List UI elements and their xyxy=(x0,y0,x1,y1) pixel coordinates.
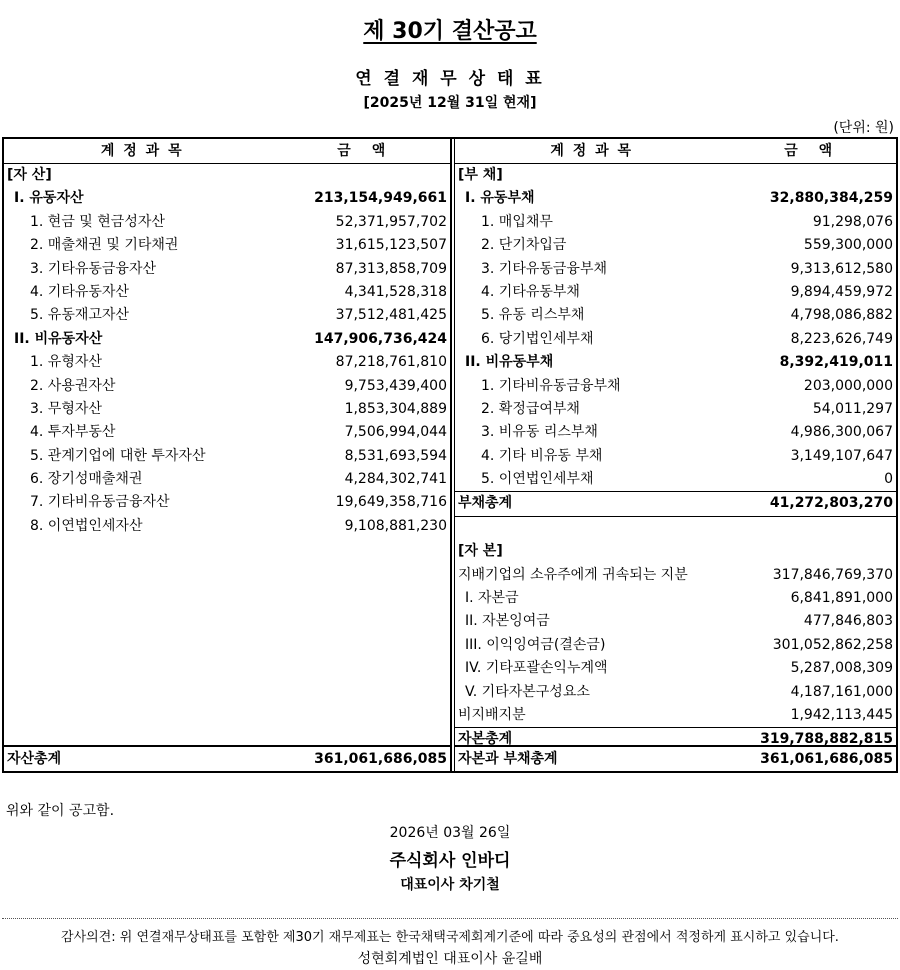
table-row: 비지배지분 1,942,113,445 xyxy=(458,706,893,723)
col-header-amount: 금 액 xyxy=(784,143,841,159)
table-row: 5. 이연법인세부채 0 xyxy=(481,471,893,488)
section-header: [부 채] xyxy=(458,167,503,183)
statement-title: 연 결 재 무 상 태 표 xyxy=(355,69,545,89)
table-row: 2. 사용권자산 9,753,439,400 xyxy=(30,377,447,394)
table-row: 3. 무형자산 1,853,304,889 xyxy=(30,400,447,417)
table-row: 1. 현금 및 현금성자산 52,371,957,702 xyxy=(30,213,447,230)
table-row: I. 자본금 6,841,891,000 xyxy=(465,590,893,607)
group-row: II. 비유동자산 147,906,736,424 xyxy=(14,330,447,347)
statement-date: [2025년 12월 31일 현재] xyxy=(363,95,537,111)
table-row: III. 이익잉여금(결손금) 301,052,862,258 xyxy=(465,636,893,653)
grand-total-row: 자본과 부채총계 361,061,686,085 xyxy=(455,745,896,771)
group-row: I. 유동자산 213,154,949,661 xyxy=(14,190,447,207)
table-row: 4. 기타 비유동 부채 3,149,107,647 xyxy=(481,447,893,464)
table-row: 2. 매출채권 및 기타채권 31,615,123,507 xyxy=(30,237,447,254)
table-row: 3. 기타유동금융자산 87,313,858,709 xyxy=(30,260,447,277)
balance-sheet-table xyxy=(2,137,898,773)
liabilities-total-row: 부채총계 41,272,803,270 xyxy=(455,491,896,515)
table-header xyxy=(4,139,450,164)
table-row: 8. 이연법인세자산 9,108,881,230 xyxy=(30,517,447,534)
col-header-item: 계 정 과 목 xyxy=(550,143,634,159)
table-row: 4. 기타유동자산 4,341,528,318 xyxy=(30,283,447,300)
table-row: 1. 기타비유동금융부채 203,000,000 xyxy=(481,377,893,394)
page-title: 제 30기 결산공고 xyxy=(363,19,537,44)
table-row: 5. 유동재고자산 37,512,481,425 xyxy=(30,307,447,324)
table-row: 6. 장기성매출채권 4,284,302,741 xyxy=(30,471,447,488)
equity-total-row: 자본총계 319,788,882,815 xyxy=(455,727,896,751)
table-row: 4. 투자부동산 7,506,994,044 xyxy=(30,424,447,441)
table-row: 6. 당기법인세부채 8,223,626,749 xyxy=(481,330,893,347)
table-row: 3. 비유동 리스부채 4,986,300,067 xyxy=(481,424,893,441)
table-header xyxy=(455,139,896,164)
notice-date: 2026년 03월 26일 xyxy=(389,825,511,841)
table-row: 5. 유동 리스부채 4,798,086,882 xyxy=(481,307,893,324)
table-row: V. 기타자본구성요소 4,187,161,000 xyxy=(465,683,893,700)
assets-total-row: 자산총계 361,061,686,085 xyxy=(4,745,450,771)
notice-text: 위와 같이 공고함. xyxy=(6,803,115,819)
col-header-amount: 금 액 xyxy=(337,143,394,159)
unit-label: (단위: 원) xyxy=(833,120,894,136)
table-row: II. 자본잉여금 477,846,803 xyxy=(465,613,893,630)
auditor-name: 성현회계법인 대표이사 윤길배 xyxy=(357,951,543,967)
dotted-divider xyxy=(2,918,898,919)
group-row: II. 비유동부채 8,392,419,011 xyxy=(465,354,893,371)
group-row: I. 유동부채 32,880,384,259 xyxy=(465,190,893,207)
assets-column xyxy=(4,139,450,771)
table-row: 4. 기타유동부채 9,894,459,972 xyxy=(481,283,893,300)
section-header: [자 산] xyxy=(7,167,52,183)
spacer xyxy=(455,516,896,540)
section-header: [자 본] xyxy=(458,543,503,560)
table-row: 5. 관계기업에 대한 투자자산 8,531,693,594 xyxy=(30,447,447,464)
table-row: 1. 매입채무 91,298,076 xyxy=(481,213,893,230)
table-row: 2. 단기차입금 559,300,000 xyxy=(481,237,893,254)
table-row: IV. 기타포괄손익누계액 5,287,008,309 xyxy=(465,660,893,677)
table-row: 2. 확정급여부채 54,011,297 xyxy=(481,400,893,417)
audit-opinion: 감사의견: 위 연결재무상태표를 포함한 제30기 재무제표는 한국채택국제회계기준에 따라 중요성의 관점에서 적정하게 표시하고 있습니다. xyxy=(61,930,839,945)
table-row: 1. 유형자산 87,218,761,810 xyxy=(30,354,447,371)
liabilities-equity-column xyxy=(455,139,896,771)
table-row: 3. 기타유동금융부채 9,313,612,580 xyxy=(481,260,893,277)
col-header-item: 계 정 과 목 xyxy=(100,143,184,159)
company-name: 주식회사 인바디 xyxy=(389,851,511,871)
table-row: 지배기업의 소유주에게 귀속되는 지분 317,846,769,370 xyxy=(458,566,893,583)
ceo-name: 대표이사 차기철 xyxy=(400,877,500,893)
table-row: 7. 기타비유동금융자산 19,649,358,716 xyxy=(30,494,447,511)
